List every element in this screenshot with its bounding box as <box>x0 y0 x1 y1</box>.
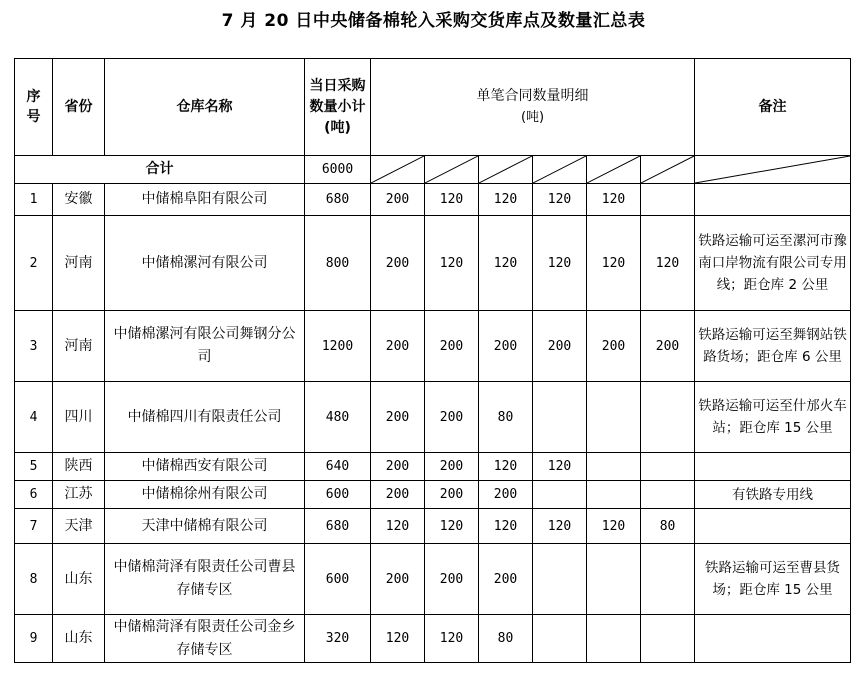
row-seq: 8 <box>15 544 53 615</box>
header-detail-unit: (吨) <box>520 110 545 125</box>
row-contract-amount: 200 <box>425 481 479 509</box>
diagonal-cell <box>641 156 695 184</box>
row-contract-amount <box>533 382 587 453</box>
row-contract-amount <box>533 544 587 615</box>
row-warehouse-name: 中储棉漯河有限公司舞钢分公司 <box>105 311 305 382</box>
header-seq: 序号 <box>15 59 53 156</box>
row-note <box>695 184 851 216</box>
row-warehouse-name: 中储棉菏泽有限责任公司金乡存储专区 <box>105 615 305 663</box>
row-seq: 7 <box>15 509 53 544</box>
row-daily-total: 800 <box>305 216 371 311</box>
row-warehouse-name: 天津中储棉有限公司 <box>105 509 305 544</box>
row-province: 江苏 <box>53 481 105 509</box>
header-row <box>15 59 851 156</box>
row-contract-amount: 80 <box>479 382 533 453</box>
row-contract-amount: 200 <box>371 382 425 453</box>
table-row <box>15 544 851 615</box>
row-seq: 9 <box>15 615 53 663</box>
table-row <box>15 184 851 216</box>
row-contract-amount: 120 <box>425 615 479 663</box>
row-contract-amount: 120 <box>533 509 587 544</box>
row-contract-amount: 200 <box>533 311 587 382</box>
total-label: 合计 <box>15 156 305 184</box>
row-note <box>695 453 851 481</box>
row-contract-amount: 200 <box>371 481 425 509</box>
table-row <box>15 311 851 382</box>
row-contract-amount <box>641 453 695 481</box>
row-contract-amount: 120 <box>371 509 425 544</box>
header-detail <box>371 59 695 156</box>
row-contract-amount: 200 <box>425 453 479 481</box>
row-daily-total: 600 <box>305 481 371 509</box>
row-warehouse-name: 中储棉西安有限公司 <box>105 453 305 481</box>
row-note: 铁路运输可运至漯河市豫南口岸物流有限公司专用线；距仓库 2 公里 <box>695 216 851 311</box>
row-daily-total: 480 <box>305 382 371 453</box>
header-note: 备注 <box>695 59 851 156</box>
diagonal-cell <box>587 156 641 184</box>
row-warehouse-name: 中储棉菏泽有限责任公司曹县存储专区 <box>105 544 305 615</box>
row-contract-amount: 120 <box>533 216 587 311</box>
row-contract-amount: 120 <box>533 184 587 216</box>
row-note: 铁路运输可运至曹县货场；距仓库 15 公里 <box>695 544 851 615</box>
table-row <box>15 615 851 663</box>
row-contract-amount: 120 <box>479 216 533 311</box>
row-contract-amount: 200 <box>641 311 695 382</box>
row-contract-amount <box>587 544 641 615</box>
row-contract-amount <box>587 453 641 481</box>
table-row <box>15 382 851 453</box>
row-province: 天津 <box>53 509 105 544</box>
row-contract-amount <box>641 615 695 663</box>
row-note: 铁路运输可运至什邡火车站；距仓库 15 公里 <box>695 382 851 453</box>
row-contract-amount <box>641 184 695 216</box>
table-row <box>15 453 851 481</box>
row-province: 安徽 <box>53 184 105 216</box>
row-contract-amount: 200 <box>371 453 425 481</box>
row-seq: 1 <box>15 184 53 216</box>
header-province: 省份 <box>53 59 105 156</box>
row-province: 山东 <box>53 615 105 663</box>
row-contract-amount: 200 <box>371 544 425 615</box>
row-note: 有铁路专用线 <box>695 481 851 509</box>
row-contract-amount <box>587 615 641 663</box>
row-contract-amount: 200 <box>425 544 479 615</box>
diagonal-cell <box>695 156 851 184</box>
row-contract-amount: 120 <box>425 216 479 311</box>
table-row <box>15 481 851 509</box>
header-detail-label: 单笔合同数量明细 <box>476 88 589 104</box>
row-seq: 4 <box>15 382 53 453</box>
row-contract-amount <box>641 481 695 509</box>
diagonal-cell <box>425 156 479 184</box>
table-row <box>15 509 851 544</box>
row-contract-amount: 200 <box>425 311 479 382</box>
row-province: 山东 <box>53 544 105 615</box>
row-contract-amount: 120 <box>479 184 533 216</box>
row-province: 四川 <box>53 382 105 453</box>
row-contract-amount: 200 <box>371 184 425 216</box>
row-warehouse-name: 中储棉漯河有限公司 <box>105 216 305 311</box>
row-seq: 5 <box>15 453 53 481</box>
row-province: 河南 <box>53 216 105 311</box>
row-contract-amount: 120 <box>533 453 587 481</box>
row-province: 河南 <box>53 311 105 382</box>
row-contract-amount: 120 <box>479 453 533 481</box>
row-contract-amount: 120 <box>371 615 425 663</box>
row-contract-amount: 200 <box>371 216 425 311</box>
row-contract-amount: 120 <box>587 216 641 311</box>
row-contract-amount <box>533 615 587 663</box>
row-note <box>695 615 851 663</box>
row-contract-amount <box>641 544 695 615</box>
row-contract-amount: 120 <box>641 216 695 311</box>
row-daily-total: 600 <box>305 544 371 615</box>
row-contract-amount: 80 <box>479 615 533 663</box>
row-daily-total: 680 <box>305 509 371 544</box>
row-warehouse-name: 中储棉四川有限责任公司 <box>105 382 305 453</box>
row-contract-amount <box>587 382 641 453</box>
row-contract-amount: 120 <box>587 509 641 544</box>
row-contract-amount: 120 <box>479 509 533 544</box>
row-seq: 3 <box>15 311 53 382</box>
header-warehouse: 仓库名称 <box>105 59 305 156</box>
row-note <box>695 509 851 544</box>
total-row <box>15 156 851 184</box>
row-contract-amount: 120 <box>587 184 641 216</box>
page-title: 7 月 20 日中央储备棉轮入采购交货库点及数量汇总表 <box>221 11 646 31</box>
row-province: 陕西 <box>53 453 105 481</box>
row-contract-amount: 200 <box>587 311 641 382</box>
row-contract-amount: 120 <box>425 509 479 544</box>
row-daily-total: 680 <box>305 184 371 216</box>
row-seq: 2 <box>15 216 53 311</box>
row-contract-amount: 200 <box>371 311 425 382</box>
row-warehouse-name: 中储棉徐州有限公司 <box>105 481 305 509</box>
row-contract-amount: 200 <box>479 311 533 382</box>
summary-table <box>14 58 851 663</box>
diagonal-cell <box>371 156 425 184</box>
row-contract-amount: 120 <box>425 184 479 216</box>
row-warehouse-name: 中储棉阜阳有限公司 <box>105 184 305 216</box>
row-contract-amount: 200 <box>425 382 479 453</box>
table-row <box>15 216 851 311</box>
total-value: 6000 <box>305 156 371 184</box>
row-contract-amount: 200 <box>479 544 533 615</box>
row-contract-amount <box>641 382 695 453</box>
row-contract-amount: 200 <box>479 481 533 509</box>
diagonal-cell <box>479 156 533 184</box>
row-contract-amount <box>533 481 587 509</box>
row-contract-amount: 80 <box>641 509 695 544</box>
row-daily-total: 320 <box>305 615 371 663</box>
diagonal-cell <box>533 156 587 184</box>
row-contract-amount <box>587 481 641 509</box>
row-seq: 6 <box>15 481 53 509</box>
row-daily-total: 1200 <box>305 311 371 382</box>
row-daily-total: 640 <box>305 453 371 481</box>
header-daily-total: 当日采购数量小计(吨) <box>305 59 371 156</box>
row-note: 铁路运输可运至舞钢站铁路货场；距仓库 6 公里 <box>695 311 851 382</box>
